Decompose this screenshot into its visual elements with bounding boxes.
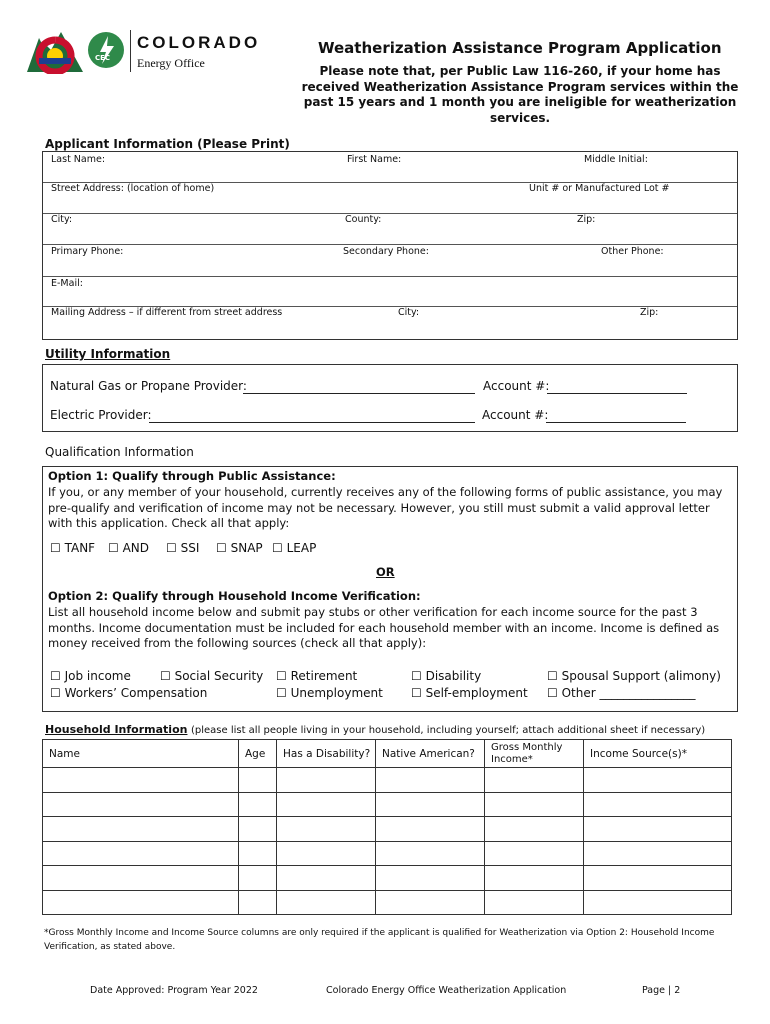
- unit-field[interactable]: Unit # or Manufactured Lot #: [529, 183, 670, 194]
- logo-divider: [130, 30, 131, 72]
- gas-account-label: Account #:: [483, 379, 550, 393]
- table-header-row: [43, 740, 732, 768]
- table-row: [43, 768, 732, 793]
- table-row: [43, 841, 732, 866]
- household-heading: Household Information: [45, 723, 188, 736]
- gas-provider-line[interactable]: [243, 393, 475, 394]
- county-field[interactable]: County:: [345, 214, 382, 225]
- cec-label: CEC: [95, 54, 111, 62]
- cec-badge-logo: [86, 30, 126, 78]
- or-divider: OR: [376, 565, 395, 579]
- footer-title: Colorado Energy Office Weatherization Application: [326, 985, 567, 996]
- table-row: [43, 817, 732, 842]
- checkbox-ssi[interactable]: ☐ SSI: [166, 541, 200, 555]
- checkbox-unemployment[interactable]: ☐ Unemployment: [276, 686, 383, 700]
- colorado-flag-logo: [25, 28, 85, 78]
- checkbox-workers-comp[interactable]: ☐ Workers’ Compensation: [50, 686, 208, 700]
- electric-account-label: Account #:: [482, 408, 549, 422]
- gas-account-line[interactable]: [547, 393, 687, 394]
- income-footnote: *Gross Monthly Income and Income Source columns are only required if the applicant is qualified for Weatherization via Option 2: Household Income Verification, as stated above.: [44, 928, 715, 952]
- applicant-heading: Applicant Information (Please Print): [45, 137, 290, 151]
- zip-field[interactable]: Zip:: [577, 214, 596, 225]
- email-field[interactable]: E-Mail:: [51, 278, 83, 289]
- household-table: [42, 739, 732, 915]
- col-income-source: Income Source(s)*: [584, 740, 732, 768]
- col-disability: Has a Disability?: [277, 740, 376, 768]
- utility-heading: Utility Information: [45, 347, 171, 361]
- first-name-field[interactable]: First Name:: [347, 154, 402, 165]
- street-row: [43, 182, 737, 214]
- qualification-box: [42, 466, 738, 712]
- middle-initial-field[interactable]: Middle Initial:: [584, 154, 648, 165]
- col-name: Name: [43, 740, 239, 768]
- primary-phone-field[interactable]: Primary Phone:: [51, 246, 124, 257]
- checkbox-spousal-support[interactable]: ☐ Spousal Support (alimony): [547, 669, 721, 683]
- footer-date: Date Approved: Program Year 2022: [90, 985, 258, 996]
- checkbox-self-employment[interactable]: ☐ Self-employment: [411, 686, 528, 700]
- checkbox-snap[interactable]: ☐ SNAP: [216, 541, 263, 555]
- name-row: [43, 152, 737, 183]
- mailing-row: [43, 306, 737, 339]
- mailing-city-field[interactable]: City:: [398, 307, 420, 318]
- city-row: [43, 213, 737, 245]
- applicant-info-box: [42, 151, 738, 340]
- logo-office-name: Energy Office: [137, 56, 205, 70]
- electric-account-line[interactable]: [546, 422, 686, 423]
- secondary-phone-field[interactable]: Secondary Phone:: [343, 246, 429, 257]
- col-gross-income: Gross Monthly Income*: [485, 740, 584, 768]
- option2-title: Option 2: Qualify through Household Income Verification:: [48, 589, 421, 603]
- checkbox-other[interactable]: ☐ Other ________________: [547, 686, 696, 700]
- city-field[interactable]: City:: [51, 214, 73, 225]
- checkbox-retirement[interactable]: ☐ Retirement: [276, 669, 358, 683]
- household-heading-row: [45, 723, 705, 736]
- utility-info-box: [42, 364, 738, 432]
- checkbox-social-security[interactable]: ☐ Social Security: [160, 669, 264, 683]
- electric-provider-line[interactable]: [149, 422, 475, 423]
- other-phone-field[interactable]: Other Phone:: [601, 246, 664, 257]
- gas-provider-label: Natural Gas or Propane Provider:: [50, 379, 247, 393]
- mailing-zip-field[interactable]: Zip:: [640, 307, 659, 318]
- checkbox-and[interactable]: ☐ AND: [108, 541, 150, 555]
- checkbox-disability[interactable]: ☐ Disability: [411, 669, 482, 683]
- street-address-field[interactable]: Street Address: (location of home): [51, 183, 215, 194]
- logo-state-name: COLORADO: [137, 33, 261, 52]
- checkbox-job-income[interactable]: ☐ Job income: [50, 669, 131, 683]
- qualification-heading: Qualification Information: [45, 445, 194, 459]
- option2-text: List all household income below and submit pay stubs or other verification for each income source for the past 3 months. Income documentation must be included for each household member with an income. Income is defined as money received from the following sources (check all that apply):: [48, 605, 720, 650]
- col-age: Age: [239, 740, 277, 768]
- email-row: [43, 276, 737, 307]
- last-name-field[interactable]: Last Name:: [51, 154, 106, 165]
- eligibility-notice: Please note that, per Public Law 116-260, if your home has received Weatherization Assistance Program services within the past 15 years and 1 month you are ineligible for weatherization services.: [301, 64, 739, 125]
- household-note: (please list all people living in your household, including yourself; attach additional sheet if necessary): [190, 725, 706, 736]
- checkbox-leap[interactable]: ☐ LEAP: [272, 541, 317, 555]
- electric-provider-label: Electric Provider:: [50, 408, 152, 422]
- table-row: [43, 890, 732, 915]
- checkbox-tanf[interactable]: ☐ TANF: [50, 541, 96, 555]
- option1-title: Option 1: Qualify through Public Assistance:: [48, 469, 336, 483]
- mailing-address-field[interactable]: Mailing Address – if different from street address: [51, 307, 283, 318]
- option1-text: If you, or any member of your household, currently receives any of the following forms of public assistance, you may pre-qualify and verification of income may not be necessary. However, you still must submit a valid approval letter with this application. Check all that apply:: [48, 485, 723, 530]
- table-row: [43, 866, 732, 891]
- phone-row: [43, 244, 737, 277]
- col-native-american: Native American?: [376, 740, 485, 768]
- footer-page: Page | 2: [642, 985, 681, 996]
- table-row: [43, 792, 732, 817]
- form-title: Weatherization Assistance Program Application: [318, 39, 722, 57]
